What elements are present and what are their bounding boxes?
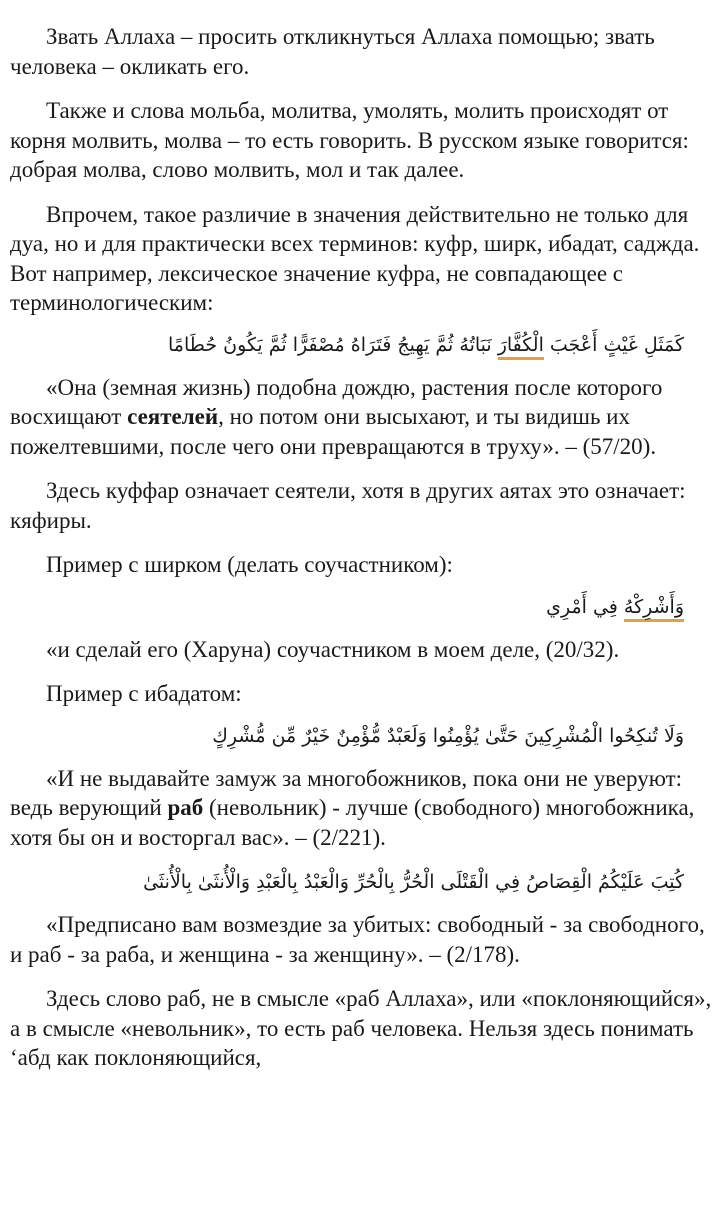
arabic-verse: [10, 330, 712, 360]
arabic-text: نَبَاتُهُ ثُمَّ يَهِيجُ فَتَرَاهُ مُصْفَرًّا ثُمَّ يَكُونُ حُطَامًا: [168, 333, 498, 356]
arabic-verse: كُتِبَ عَلَيْكُمُ الْقِصَاصُ فِي الْقَتْلَى الْحُرُّ بِالْحُرِّ وَالْعَبْدُ بِالْعَبْدِ وَالْأُنثَىٰ بِالْأُنثَىٰ: [143, 871, 684, 893]
paragraph: Здесь куффар означает сеятели, хотя в других аятах это означает: кяфиры.: [10, 478, 686, 533]
paragraph-text: «Она (земная жизнь) подобна дождю, растения после которого восхищают: [10, 374, 663, 429]
paragraph: [10, 764, 712, 853]
paragraph: «Предписано вам возмездие за убитых: свободный - за свободного, и раб - за раба, и женщина - за женщину». – (2/178).: [10, 912, 705, 967]
reader-page: [10, 22, 712, 1088]
highlighted-word[interactable]: الْكُفَّارَ: [498, 334, 544, 360]
paragraph: Звать Аллаха – просить откликнуться Аллаха помощью; звать человека – окликать его.: [10, 24, 655, 79]
arabic-verse: وَلَا تُنكِحُوا الْمُشْرِكِينَ حَتَّىٰ يُؤْمِنُوا وَلَعَبْدٌ مُّؤْمِنٌ خَيْرٌ مِّن مُّشْرِكٍ: [212, 724, 684, 747]
paragraph: [10, 373, 712, 462]
paragraph: Впрочем, такое различие в значения действительно не только для дуа, но и для практически всех терминов: куфр, ширк, ибадат, саджда. Вот например, лексическое значение куфра, не совпадающее с терминологическим:: [10, 201, 700, 315]
paragraph: Пример с ибадатом:: [46, 681, 242, 706]
arabic-text: فِي أَمْرِي: [546, 595, 624, 618]
paragraph: Здесь слово раб, не в смысле «раб Аллаха», или «поклоняющийся», а в смысле «невольник», то есть раб человека. Нельзя здесь понимать ‘абд как поклоняющийся,: [10, 986, 712, 1070]
highlighted-word[interactable]: وَأَشْرِكْهُ: [624, 596, 684, 622]
bold-word: сеятелей: [127, 404, 219, 429]
paragraph-text: , но потом они высыхают, и ты видишь их пожелтевшими, после чего они превращаются в труху». – (57/20).: [10, 404, 657, 459]
arabic-verse: [10, 592, 712, 622]
paragraph-text: «И не выдавайте замуж за многобожников, пока они не уверуют: ведь верующий: [10, 765, 683, 820]
paragraph-text: (невольник) - лучше (свободного) многобожника, хотя бы он и восторгал вас». – (2/221).: [10, 795, 695, 850]
paragraph: «и сделай его (Харуна) соучастником в моем деле, (20/32).: [46, 636, 620, 662]
arabic-text: كَمَثَلِ غَيْثٍ أَعْجَبَ: [543, 333, 684, 356]
bold-word: раб: [167, 795, 204, 820]
paragraph: Пример с ширком (делать соучастником):: [46, 552, 453, 577]
paragraph: Также и слова мольба, молитва, умолять, молить происходят от корня молвить, молва – то есть говорить. В русском языке говорится: добрая молва, слово молвить, мол и так далее.: [10, 98, 689, 182]
